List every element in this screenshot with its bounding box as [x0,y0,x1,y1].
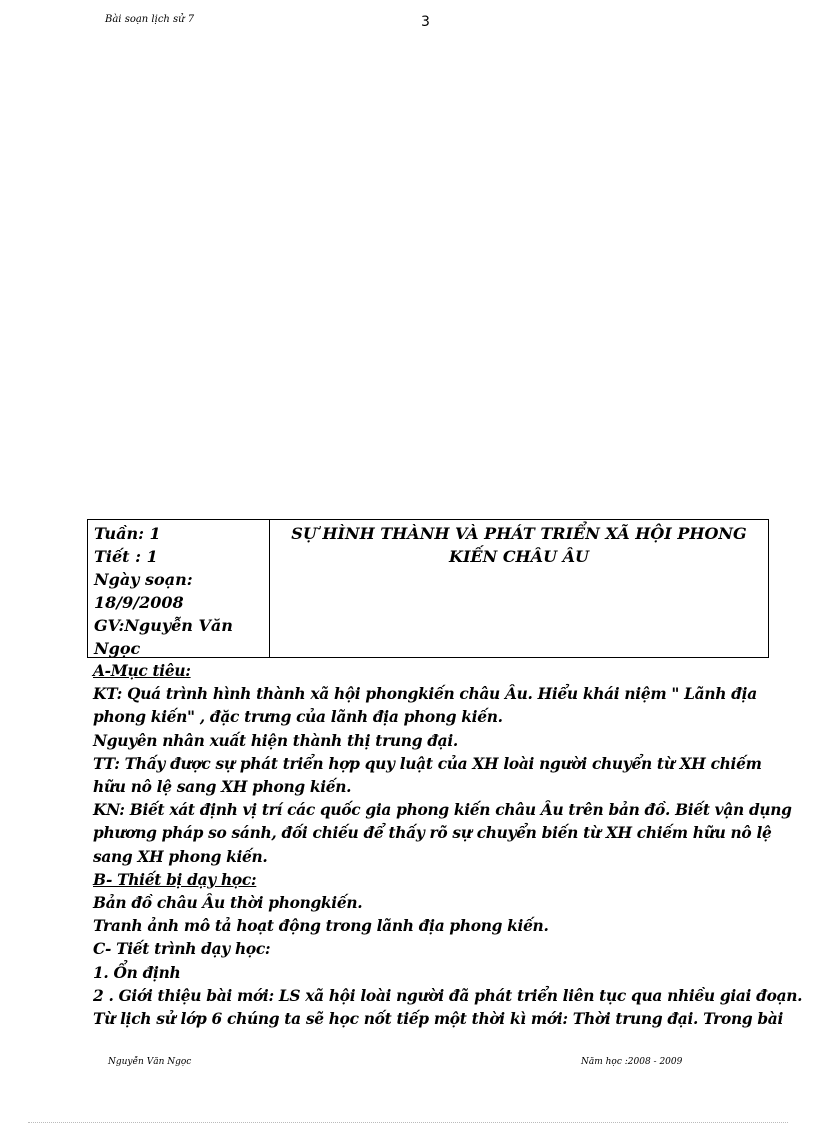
week-label: Tuần: 1 [94,524,161,543]
date-value: 18/9/2008 [94,593,184,612]
body-line: KN: Biết xát định vị trí các quốc gia phong kiến châu Âu trên bản đồ. Biết vận dụng [93,801,792,820]
body-line: Tranh ảnh mô tả hoạt động trong lãnh địa phong kiến. [93,917,549,936]
body-line: Từ lịch sử lớp 6 chúng ta sẽ học nốt tiếp một thời kì mới: Thời trung đại. Trong bài [93,1010,784,1029]
body-line: sang XH phong kiến. [93,847,268,866]
lesson-body [93,660,803,1031]
page-number: 3 [421,14,430,30]
section-heading-equipment: B- Thiết bị dạy học: [93,870,257,889]
body-line: Nguyên nhân xuất hiện thành thị trung đại. [93,731,458,750]
body-line: hữu nô lệ sang XH phong kiến. [93,778,352,797]
teacher-name: Ngọc [94,639,141,658]
footer-author: Nguyễn Văn Ngọc [108,1057,192,1067]
body-line: TT: Thấy được sự phát triển hợp quy luật của XH loài người chuyển từ XH chiếm [93,754,762,773]
body-line: 2 . Giới thiệu bài mới: LS xã hội loài người đã phát triển liên tục qua nhiều giai đoạn. [93,986,803,1005]
section-heading-objectives: A-Mục tiêu: [93,662,191,680]
lesson-title-cell [270,520,768,657]
section-heading-procedure: C- Tiết trình dạy học: [93,940,271,959]
body-line: 1. Ổn định [93,963,181,982]
body-line: phong kiến" , đặc trưng của lãnh địa phong kiến. [93,708,503,727]
footer-school-year: Năm học :2008 - 2009 [581,1057,683,1067]
body-line: KT: Quá trình hình thành xã hội phongkiến châu Âu. Hiểu khái niệm " Lãnh địa [93,685,757,704]
lesson-info-table [87,519,769,658]
body-line: phương pháp so sánh, đối chiếu để thấy rõ sự chuyển biến từ XH chiếm hữu nô lệ [93,824,772,843]
header-subject: Bài soạn lịch sử 7 [105,14,195,25]
lesson-meta-cell [88,520,270,657]
body-line: Bản đồ châu Âu thời phongkiến. [93,894,363,913]
date-label: Ngày soạn: [94,570,193,589]
period-label: Tiết : 1 [94,547,158,566]
teacher-label: GV:Nguyễn Văn [94,616,233,635]
lesson-title-line: KIẾN CHÂU ÂU [449,547,589,566]
lesson-title-line: SỰ HÌNH THÀNH VÀ PHÁT TRIỂN XÃ HỘI PHONG [291,524,747,543]
